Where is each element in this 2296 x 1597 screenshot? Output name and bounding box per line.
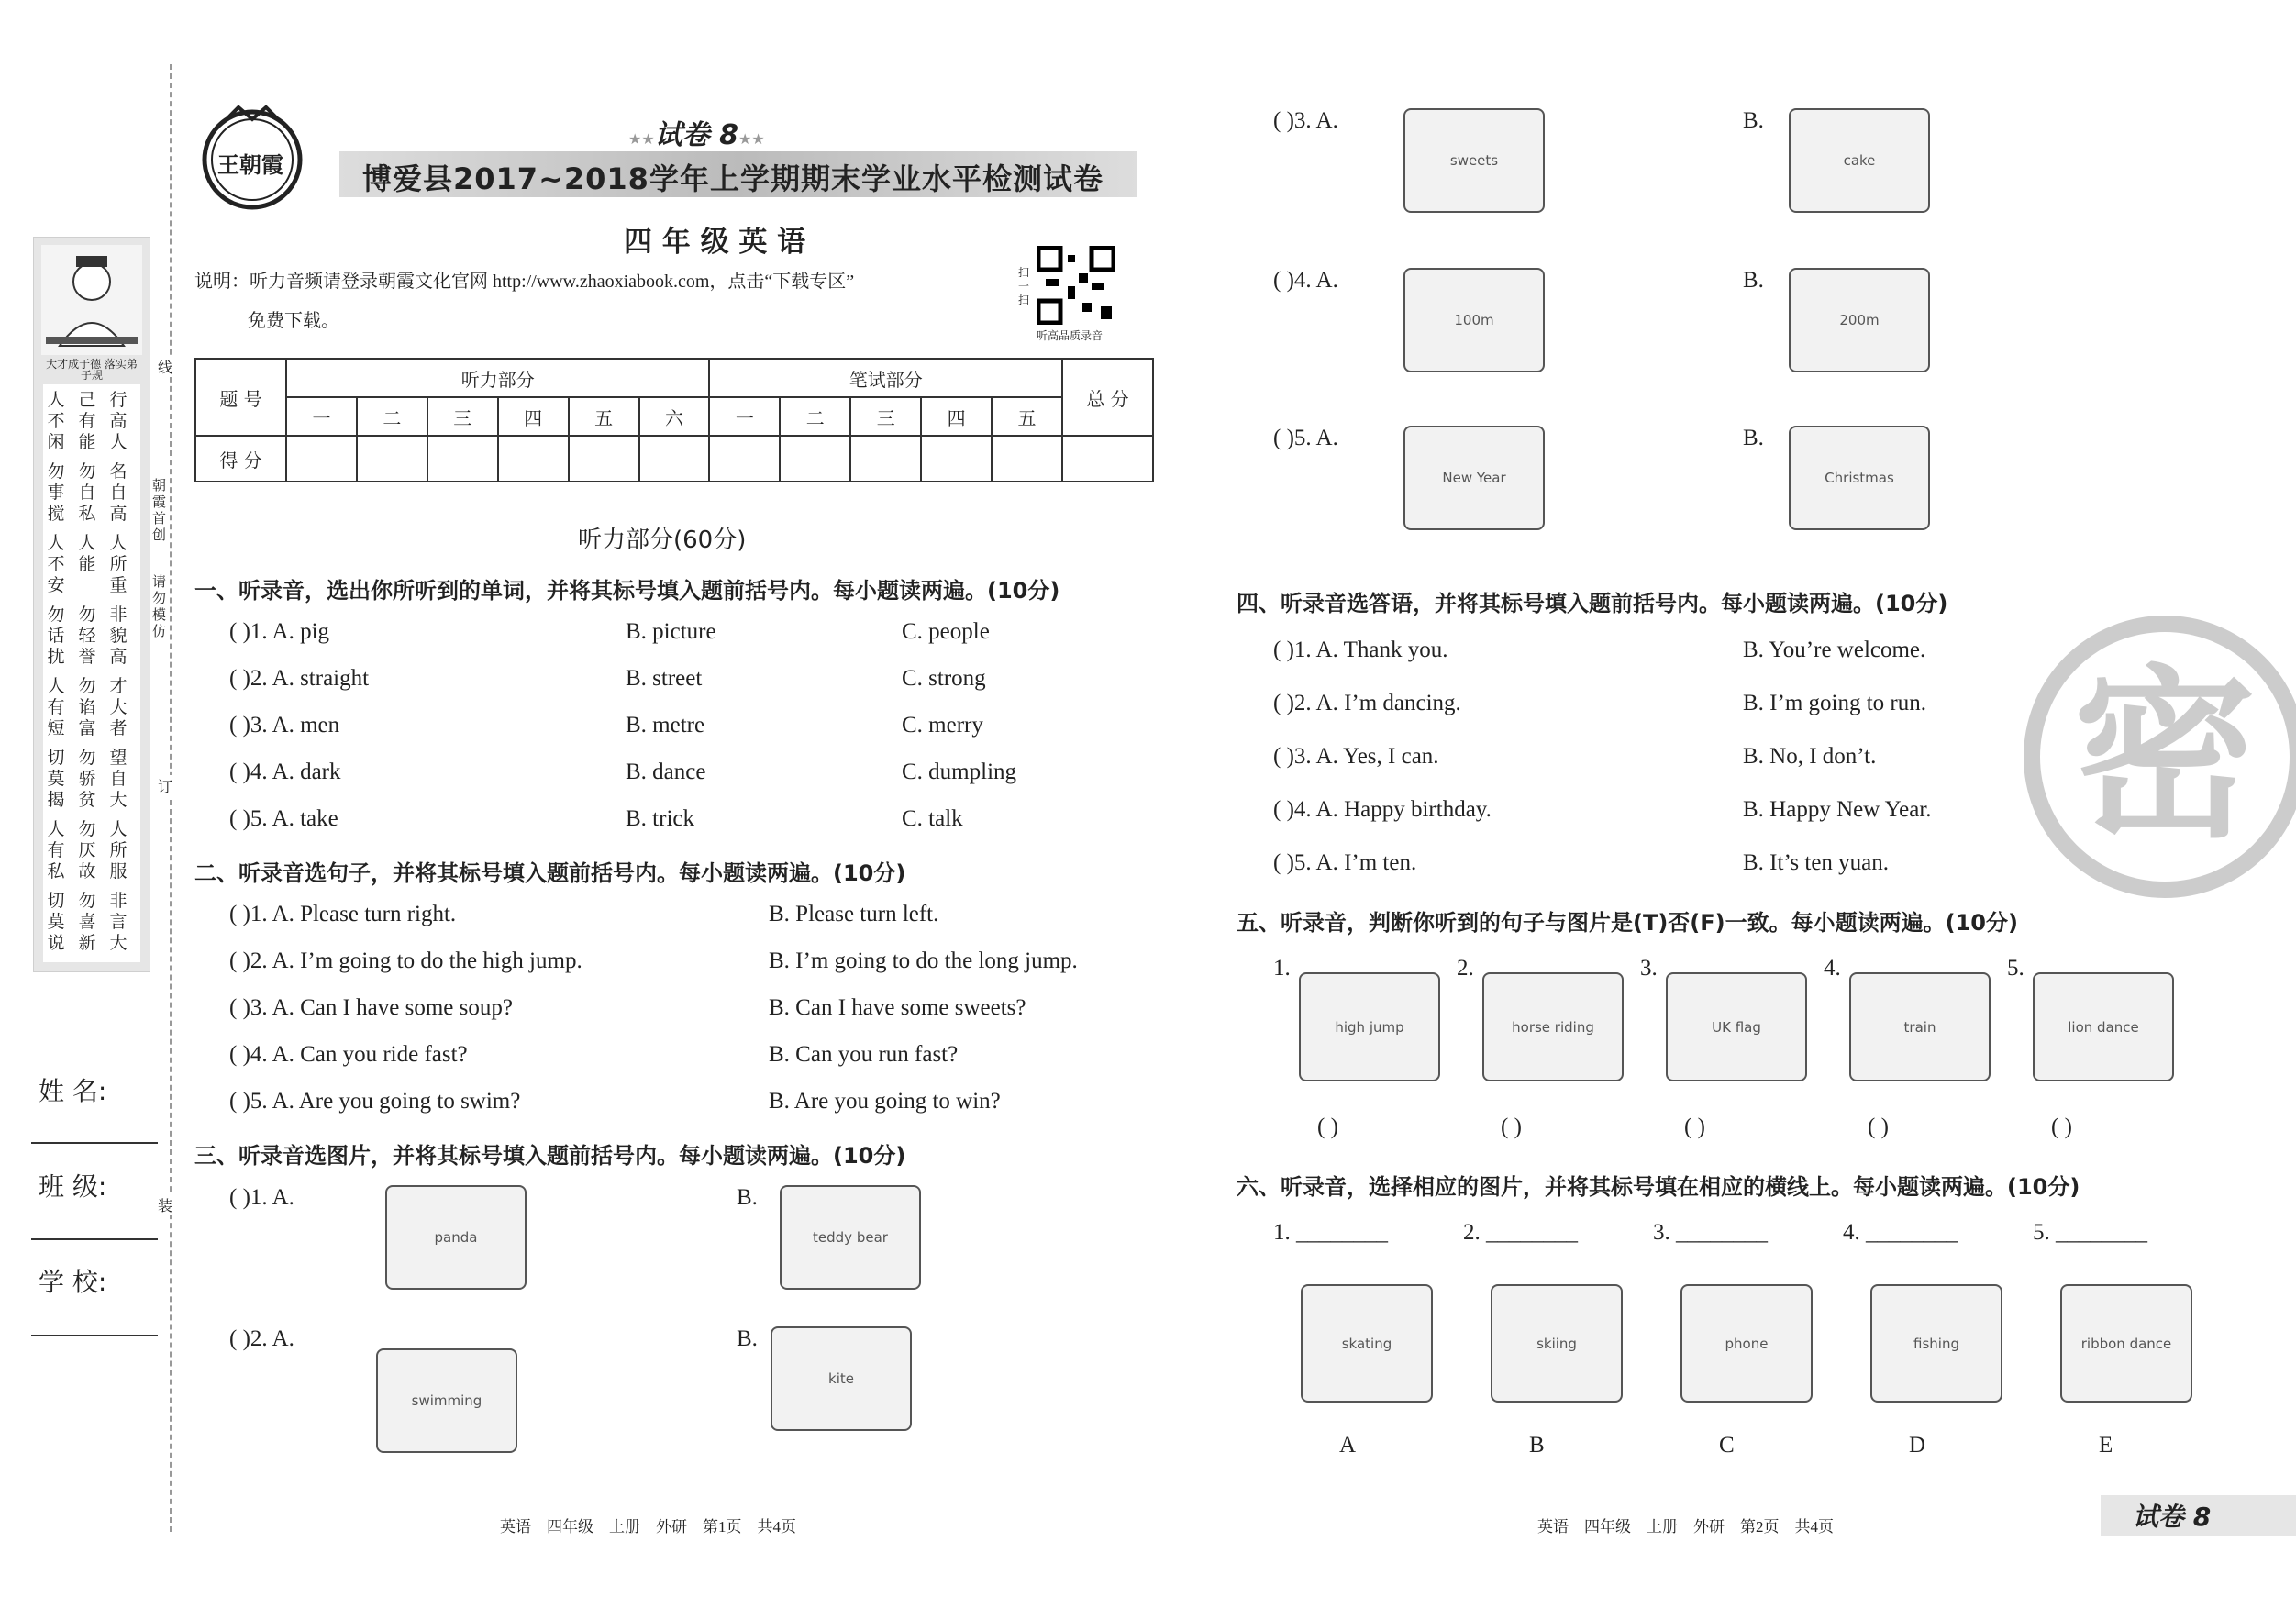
picture-placeholder: kite <box>771 1326 912 1431</box>
question-option[interactable]: ( )5. A. Are you going to swim? <box>229 1089 521 1114</box>
question-option[interactable]: B. I’m going to do the long jump. <box>769 948 1078 973</box>
proverb-text: 勿喜新 <box>78 892 96 953</box>
answer-blank[interactable]: 3. ________ <box>1653 1220 1768 1245</box>
question-option[interactable]: B. <box>737 1326 758 1351</box>
star-icon: ★★ <box>738 130 765 148</box>
question-option[interactable]: ( )5. A. I’m ten. <box>1273 850 1417 875</box>
picture-placeholder: fishing <box>1870 1284 2002 1403</box>
name-label: 姓 名: <box>39 1076 107 1106</box>
table-header: 题 号 <box>195 359 286 436</box>
section-heading: 四、听录音选答语，并将其标号填入题前括号内。每小题读两遍。(10分) <box>1237 591 1948 616</box>
motto-text: 大才成于德 落实弟子规 <box>46 358 138 382</box>
scholar-illustration <box>41 245 142 355</box>
listening-title: 听力部分(60分) <box>578 527 747 554</box>
score-cell[interactable] <box>357 436 427 482</box>
answer-bracket[interactable]: ( ) <box>1317 1115 1338 1139</box>
picture-placeholder: UK flag <box>1666 972 1807 1081</box>
picture-placeholder: high jump <box>1299 972 1440 1081</box>
picture-placeholder: ribbon dance <box>2060 1284 2192 1403</box>
proverb-text: 才大者 <box>109 677 128 738</box>
table-header: 三 <box>427 397 498 436</box>
qr-side-label: 扫一扫 <box>1018 266 1030 306</box>
question-option[interactable]: ( )2. A. <box>229 1326 294 1351</box>
proverb-text: 勿话扰 <box>47 605 65 667</box>
section-heading: 五、听录音，判断你听到的句子与图片是(T)否(F)一致。每小题读两遍。(10分) <box>1237 910 2018 936</box>
question-option[interactable]: ( )4. A. dark <box>229 760 341 784</box>
item-number: 4. <box>1824 956 1841 981</box>
picture-placeholder: skating <box>1301 1284 1433 1403</box>
question-option[interactable]: B. Can you run fast? <box>769 1042 959 1067</box>
question-option[interactable]: ( )1. A. <box>229 1185 294 1210</box>
score-cell[interactable] <box>709 436 780 482</box>
question-option[interactable]: B. <box>737 1185 758 1210</box>
qr-caption: 听高品质录音 <box>1037 329 1104 342</box>
item-number: 1. <box>1273 956 1291 981</box>
seal-char: 装 <box>158 1194 172 1215</box>
subject-title: 四 年 级 英 语 <box>624 226 806 259</box>
section-heading: 二、听录音选句子，并将其标号填入题前括号内。每小题读两遍。(10分) <box>194 860 906 886</box>
instruction-line: 免费下载。 <box>248 311 339 331</box>
question-option[interactable]: B. You’re welcome. <box>1743 638 1926 662</box>
picture-placeholder: train <box>1849 972 1991 1081</box>
proverb-grid <box>43 384 140 962</box>
brand-name: 王朝霞 <box>217 152 283 178</box>
question-option[interactable]: C. merry <box>902 713 983 738</box>
table-header: 听力部分 <box>286 359 709 397</box>
answer-bracket[interactable]: ( ) <box>1684 1115 1705 1139</box>
question-option[interactable]: ( )3. A. men <box>229 713 340 738</box>
score-cell[interactable] <box>427 436 498 482</box>
answer-blank[interactable]: 4. ________ <box>1843 1220 1958 1245</box>
question-option[interactable]: B. picture <box>626 619 716 644</box>
question-option[interactable]: ( )4. A. <box>1273 268 1338 293</box>
question-option[interactable]: B. Are you going to win? <box>769 1089 1001 1114</box>
footer-badge: 试卷 8 <box>2133 1502 2212 1532</box>
table-header: 一 <box>286 397 357 436</box>
proverb-text: 勿事搅 <box>47 462 65 524</box>
item-number: 2. <box>1457 956 1474 981</box>
table-header: 六 <box>639 397 710 436</box>
stamp-char: 密 <box>2073 649 2257 863</box>
score-table <box>194 358 1154 482</box>
question-option[interactable]: ( )5. A. <box>1273 426 1338 450</box>
picture-placeholder: 200m <box>1789 268 1930 372</box>
question-option[interactable]: B. Please turn left. <box>769 902 939 926</box>
star-icon: ★★ <box>628 130 655 148</box>
table-header: 五 <box>569 397 639 436</box>
picture-placeholder: phone <box>1680 1284 1813 1403</box>
page-footer: 英语 四年级 上册 外研 第1页 共4页 <box>500 1518 796 1536</box>
proverb-text: 勿轻誉 <box>78 605 96 667</box>
proverb-text: 人所重 <box>109 534 128 595</box>
question-option[interactable]: B. No, I don’t. <box>1743 744 1877 769</box>
class-label: 班 级: <box>39 1171 107 1202</box>
picture-placeholder: New Year <box>1403 426 1545 530</box>
table-header: 四 <box>498 397 569 436</box>
question-option[interactable]: C. strong <box>902 666 986 691</box>
item-number: 3. <box>1640 956 1658 981</box>
question-option[interactable]: ( )2. A. I’m going to do the high jump. <box>229 948 582 973</box>
section-heading: 三、听录音选图片，并将其标号填入题前括号内。每小题读两遍。(10分) <box>194 1143 906 1169</box>
question-option[interactable]: B. <box>1743 268 1764 293</box>
side-note: 请勿模仿 <box>152 573 167 639</box>
table-header: 二 <box>780 397 850 436</box>
picture-placeholder: lion dance <box>2033 972 2174 1081</box>
proverb-text: 望自大 <box>109 749 128 810</box>
proverb-text: 切莫揭 <box>47 749 65 810</box>
question-option[interactable]: C. people <box>902 619 990 644</box>
answer-bracket[interactable]: ( ) <box>1501 1115 1522 1139</box>
proverb-text: 人不安 <box>47 534 65 595</box>
score-cell[interactable] <box>780 436 850 482</box>
question-option[interactable]: ( )1. A. Please turn right. <box>229 902 457 926</box>
proverb-text: 人不闲 <box>47 391 65 452</box>
picture-placeholder: Christmas <box>1789 426 1930 530</box>
question-option[interactable]: C. talk <box>902 806 963 831</box>
question-option[interactable]: ( )2. A. straight <box>229 666 370 691</box>
question-option[interactable]: B. I’m going to run. <box>1743 691 1926 715</box>
score-cell[interactable] <box>921 436 992 482</box>
question-option[interactable]: B. dance <box>626 760 706 784</box>
section-heading: 一、听录音，选出你所听到的单词，并将其标号填入题前括号内。每小题读两遍。(10分) <box>194 578 1060 604</box>
picture-placeholder: panda <box>385 1185 527 1290</box>
secret-stamp <box>2023 615 2296 899</box>
instruction-line: 说明：听力音频请登录朝霞文化官网 http://www.zhaoxiabook.com，点击“下载专区” <box>194 272 855 292</box>
table-header: 得 分 <box>195 436 286 482</box>
question-option[interactable]: ( )1. A. pig <box>229 619 330 644</box>
brand-logo <box>197 103 307 213</box>
picture-placeholder: 100m <box>1403 268 1545 372</box>
name-field[interactable] <box>31 1142 158 1144</box>
class-field[interactable] <box>31 1238 158 1240</box>
binding-line <box>170 64 172 1532</box>
picture-letter: E <box>2099 1433 2113 1458</box>
table-header: 二 <box>357 397 427 436</box>
section-heading: 六、听录音，选择相应的图片，并将其标号填在相应的横线上。每小题读两遍。(10分) <box>1237 1174 2080 1200</box>
question-option[interactable]: ( )5. A. take <box>229 806 338 831</box>
answer-blank[interactable]: 2. ________ <box>1463 1220 1578 1245</box>
score-cell[interactable] <box>569 436 639 482</box>
school-field[interactable] <box>31 1335 158 1336</box>
table-header: 四 <box>921 397 992 436</box>
picture-letter: D <box>1909 1433 1926 1458</box>
picture-placeholder: cake <box>1789 108 1930 213</box>
question-option[interactable]: B. metre <box>626 713 705 738</box>
answer-bracket[interactable]: ( ) <box>1868 1115 1889 1139</box>
table-header: 总 分 <box>1062 359 1153 436</box>
answer-bracket[interactable]: ( ) <box>2051 1115 2072 1139</box>
score-cell[interactable] <box>286 436 357 482</box>
seal-char: 线 <box>158 356 172 377</box>
picture-placeholder: swimming <box>376 1348 517 1453</box>
picture-placeholder: teddy bear <box>780 1185 921 1290</box>
question-option[interactable]: ( )2. A. I’m dancing. <box>1273 691 1461 715</box>
proverb-text: 勿骄贫 <box>78 749 96 810</box>
proverb-text: 人有私 <box>47 820 65 882</box>
table-header: 笔试部分 <box>709 359 1062 397</box>
proverb-text: 己有能 <box>78 391 96 452</box>
picture-placeholder: sweets <box>1403 108 1545 213</box>
picture-letter: A <box>1339 1433 1357 1458</box>
exam-title: 博爱县2017~2018学年上学期期末学业水平检测试卷 <box>362 161 1104 196</box>
proverb-text: 勿厌故 <box>78 820 96 882</box>
question-option[interactable]: B. trick <box>626 806 694 831</box>
side-note: 朝霞首创 <box>152 477 167 543</box>
proverb-text: 切莫说 <box>47 892 65 953</box>
score-cell[interactable] <box>992 436 1062 482</box>
question-option[interactable]: C. dumpling <box>902 760 1017 784</box>
page-footer: 英语 四年级 上册 外研 第2页 共4页 <box>1537 1518 1834 1536</box>
picture-letter: B <box>1529 1433 1545 1458</box>
school-label: 学 校: <box>39 1267 107 1297</box>
question-option[interactable]: ( )4. A. Happy birthday. <box>1273 797 1492 822</box>
question-option[interactable]: ( )4. A. Can you ride fast? <box>229 1042 468 1067</box>
score-cell[interactable] <box>850 436 921 482</box>
table-header: 五 <box>992 397 1062 436</box>
question-option[interactable]: B. <box>1743 426 1764 450</box>
proverb-text: 勿自私 <box>78 462 96 524</box>
question-option[interactable]: ( )3. A. <box>1273 108 1338 133</box>
question-option[interactable]: B. <box>1743 108 1764 133</box>
answer-blank[interactable]: 1. ________ <box>1273 1220 1388 1245</box>
item-number: 5. <box>2007 956 2024 981</box>
picture-placeholder: skiing <box>1491 1284 1623 1403</box>
table-header: 一 <box>709 397 780 436</box>
score-cell[interactable] <box>1062 436 1153 482</box>
question-option[interactable]: B. street <box>626 666 703 691</box>
table-header: 三 <box>850 397 921 436</box>
qr-code[interactable] <box>1037 246 1115 325</box>
proverb-text: 非言大 <box>109 892 128 953</box>
answer-blank[interactable]: 5. ________ <box>2033 1220 2147 1245</box>
question-option[interactable]: B. It’s ten yuan. <box>1743 850 1890 875</box>
question-option[interactable]: B. Happy New Year. <box>1743 797 1932 822</box>
score-cell[interactable] <box>498 436 569 482</box>
score-cell[interactable] <box>639 436 710 482</box>
picture-letter: C <box>1719 1433 1735 1458</box>
proverb-text: 人所服 <box>109 820 128 882</box>
proverb-text: 人能 <box>78 534 96 574</box>
proverb-text: 勿谄富 <box>78 677 96 738</box>
paper-number: ★★试卷 8★★ <box>628 119 765 151</box>
proverb-text: 非貌高 <box>109 605 128 667</box>
proverb-text: 行高人 <box>109 391 128 452</box>
proverb-text: 名自高 <box>109 462 128 524</box>
proverb-text: 人有短 <box>47 677 65 738</box>
seal-char: 订 <box>158 775 172 796</box>
picture-placeholder: horse riding <box>1482 972 1624 1081</box>
side-strip <box>33 237 150 972</box>
question-option[interactable]: ( )3. A. Yes, I can. <box>1273 744 1439 769</box>
question-option[interactable]: B. Can I have some sweets? <box>769 995 1026 1020</box>
question-option[interactable]: ( )1. A. Thank you. <box>1273 638 1448 662</box>
question-option[interactable]: ( )3. A. Can I have some soup? <box>229 995 513 1020</box>
